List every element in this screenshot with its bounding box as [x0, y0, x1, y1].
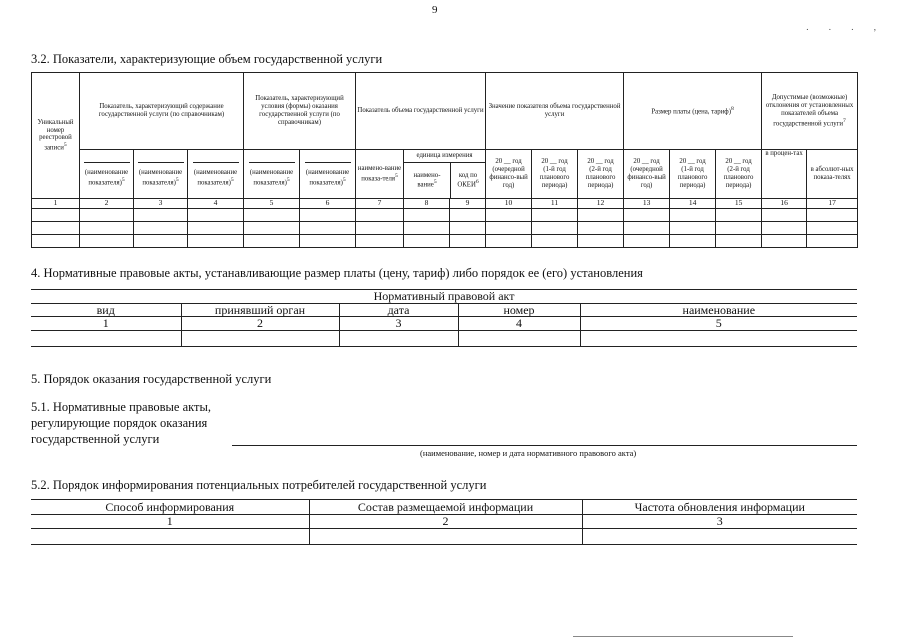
header-value-year1: 20 __ год (очередной финансо-вый год)	[486, 150, 532, 199]
header-fee-year1: 20 __ год (очередной финансо-вый год)	[624, 150, 670, 199]
header-update-frequency: Частота обновления информации	[582, 500, 857, 515]
act-name-line	[232, 445, 857, 446]
header-type: вид	[31, 303, 181, 317]
volume-indicators-table	[31, 72, 858, 248]
header-name-2: (наименование показателя)$^5$	[80, 150, 134, 199]
header-volume-name: наимено-вание показа-теля$^5$	[356, 150, 404, 199]
table-row	[31, 330, 857, 346]
table-row	[32, 222, 858, 235]
col-num: 10	[486, 199, 532, 209]
header-content-indicator: Показатель, характеризующий содержание государственной услуги (по справочникам)	[80, 73, 244, 150]
section-5-1-line1: 5.1. Нормативные правовые акты,	[31, 400, 212, 414]
col-num: 13	[624, 199, 670, 209]
col-num: 16	[762, 199, 807, 209]
header-deviation-pct: в процен-тах	[762, 150, 807, 199]
header-date: дата	[339, 303, 458, 317]
col-num: 2	[80, 199, 134, 209]
col-num: 1	[32, 199, 80, 209]
col-num: 3	[134, 199, 188, 209]
col-num: 1	[31, 515, 309, 529]
col-num: 15	[716, 199, 762, 209]
header-fee-year3: 20 __ год (2-й год планового периода)	[716, 150, 762, 199]
col-num: 7	[356, 199, 404, 209]
bottom-rule	[573, 636, 793, 637]
table-row	[32, 235, 858, 248]
col-num: 5	[244, 199, 300, 209]
header-legal-act: Нормативный правовой акт	[31, 290, 857, 304]
col-num: 8	[404, 199, 450, 209]
header-volume-value: Значение показателя объема государственной услуги	[486, 73, 624, 150]
header-authority: принявший орган	[181, 303, 339, 317]
header-informing-method: Способ информирования	[31, 500, 309, 515]
col-num: 11	[532, 199, 578, 209]
col-num: 3	[339, 317, 458, 331]
col-num: 14	[670, 199, 716, 209]
section-3-2-title: 3.2. Показатели, характеризующие объем государственной услуги	[31, 52, 383, 66]
header-fee: Размер платы (цена, тариф)$^8$	[624, 73, 762, 150]
col-num: 6	[300, 199, 356, 209]
col-num: 5	[580, 317, 857, 331]
informing-table	[31, 499, 857, 545]
section-4-title: 4. Нормативные правовые акты, устанавливающие размер платы (цену, тариф) либо порядок ее (его) установления	[31, 266, 643, 280]
header-condition-indicator: Показатель, характеризующий условия (формы) оказания государственной услуги (по справочникам)	[244, 73, 356, 150]
header-fee-year2: 20 __ год (1-й год планового периода)	[670, 150, 716, 199]
legal-acts-table	[31, 289, 857, 347]
header-value-year2: 20 __ год (1-й год планового периода)	[532, 150, 578, 199]
header-volume-indicator: Показатель объема государственной услуги	[356, 73, 486, 150]
corner-marks: . . . ,	[806, 22, 885, 32]
header-number: номер	[458, 303, 580, 317]
header-deviation-abs: в абсолют-ных показа-телях	[807, 150, 858, 199]
header-name-5: (наименование показателя)$^5$	[244, 150, 300, 199]
header-name-3: (наименование показателя)$^5$	[134, 150, 188, 199]
header-name-4: (наименование показателя)$^5$	[188, 150, 244, 199]
header-value-year3: 20 __ год (2-й год планового периода)	[578, 150, 624, 199]
header-unit: единица измерения наимено-вание$^5$ код по ОКЕИ$^6$	[404, 150, 486, 199]
act-name-caption: (наименование, номер и дата нормативного правового акта)	[420, 448, 637, 458]
col-num: 3	[582, 515, 857, 529]
header-info-content: Состав размещаемой информации	[309, 500, 582, 515]
col-num: 2	[309, 515, 582, 529]
section-5-2-title: 5.2. Порядок информирования потенциальных потребителей государственной услуги	[31, 478, 487, 492]
header-name-6: (наименование показателя)$^5$	[300, 150, 356, 199]
section-5-title: 5. Порядок оказания государственной услуги	[31, 372, 272, 386]
table-row	[32, 209, 858, 222]
header-unique-number: Уникальный номер реестровой записи$^5$	[32, 73, 80, 199]
col-num: 1	[31, 317, 181, 331]
header-title: наименование	[580, 303, 857, 317]
col-num: 2	[181, 317, 339, 331]
col-num: 4	[188, 199, 244, 209]
col-num: 9	[450, 199, 486, 209]
page-number: 9	[432, 4, 438, 16]
header-deviation: Допустимые (возможные) отклонения от установленных показателей объема государственной услуги$^7$	[762, 73, 858, 150]
col-num: 17	[807, 199, 858, 209]
section-5-1-line2: регулирующие порядок оказания	[31, 416, 208, 430]
col-num: 4	[458, 317, 580, 331]
col-num: 12	[578, 199, 624, 209]
section-5-1-line3: государственной услуги	[31, 432, 160, 446]
table-row	[31, 528, 857, 544]
